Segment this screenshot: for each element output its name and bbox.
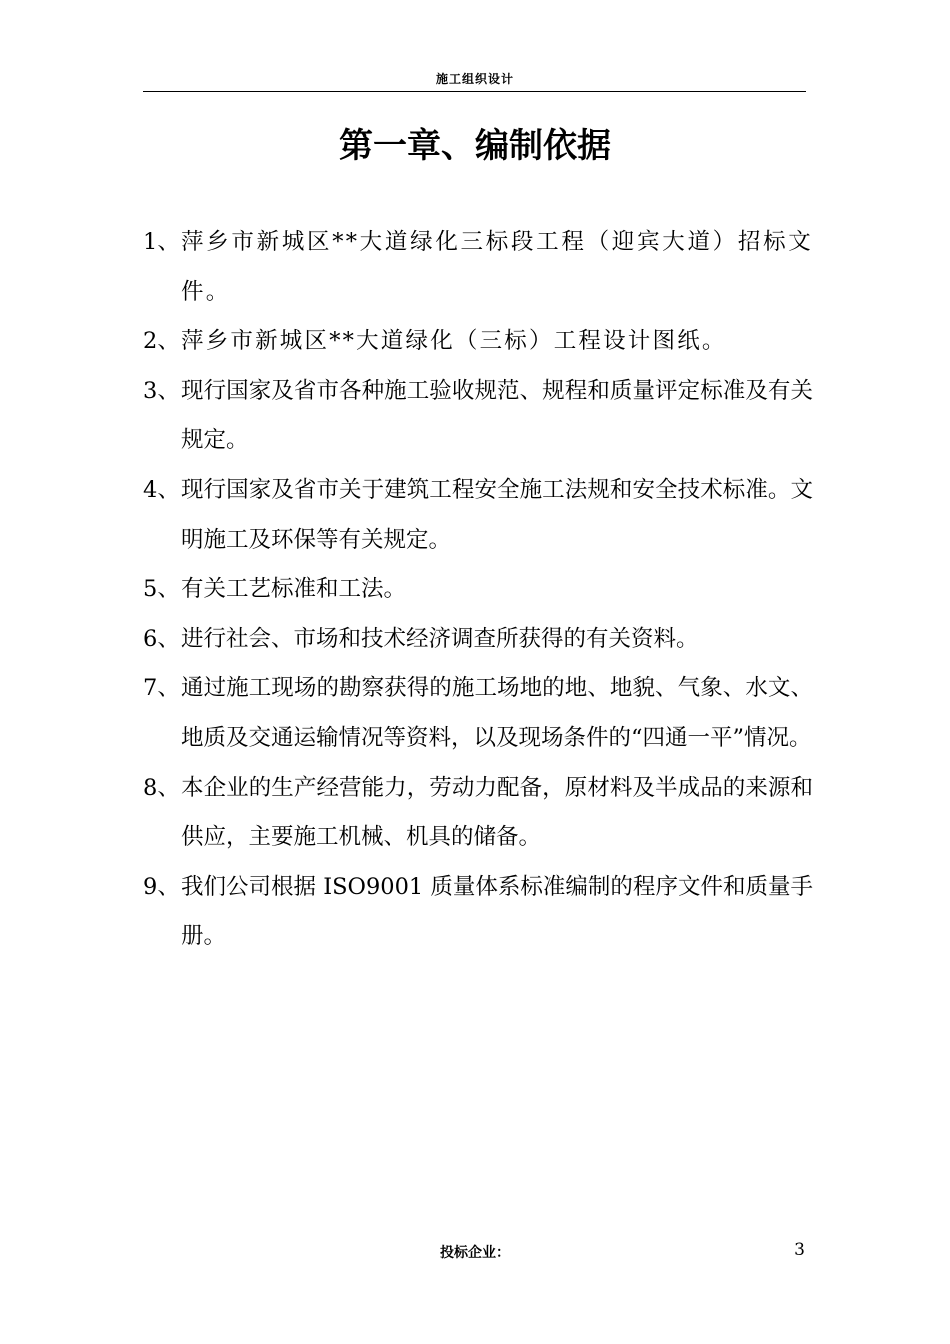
list-item	[143, 565, 813, 615]
item-number: 9、	[143, 873, 180, 900]
header-divider	[143, 91, 806, 92]
item-number: 5、	[143, 576, 180, 603]
item-number: 7、	[143, 675, 180, 702]
list-item	[143, 863, 813, 962]
list-item	[143, 664, 813, 763]
item-number: 1、	[143, 229, 180, 255]
item-number: 8、	[143, 774, 180, 801]
item-text: 现行国家及省市关于建筑工程安全施工法规和安全技术标准。文明施工及环保等有关规定。	[181, 476, 813, 553]
item-text: 我们公司根据 ISO9001 质量体系标准编制的程序文件和质量手册。	[181, 873, 813, 950]
running-header: 施工组织设计	[435, 72, 514, 86]
item-number: 3、	[143, 377, 180, 404]
list-item	[143, 615, 813, 665]
chapter-title: 第一章、编制依据	[339, 126, 611, 166]
item-text: 通过施工现场的勘察获得的施工场地的地、地貌、气象、水文、地质及交通运输情况等资料，以及现场条件的“四通一平”情况。	[181, 675, 813, 751]
list-item	[143, 764, 813, 863]
item-text: 进行社会、市场和技术经济调查所获得的有关资料。	[181, 625, 699, 652]
page-number: 3	[794, 1240, 805, 1260]
item-text: 萍乡市新城区**大道绿化三标段工程（迎宾大道）招标文件。	[181, 229, 813, 305]
basis-list	[143, 218, 813, 962]
list-item	[143, 367, 813, 466]
item-number: 2、	[143, 328, 180, 355]
list-item	[143, 317, 813, 367]
list-item	[143, 466, 813, 565]
item-number: 4、	[143, 476, 180, 503]
item-text: 本企业的生产经营能力，劳动力配备，原材料及半成品的来源和供应，主要施工机械、机具的储备。	[181, 774, 813, 851]
footer-bidder-label: 投标企业：	[440, 1245, 510, 1261]
item-text: 现行国家及省市各种施工验收规范、规程和质量评定标准及有关规定。	[181, 377, 813, 454]
item-number: 6、	[143, 625, 180, 652]
item-text: 萍乡市新城区**大道绿化（三标）工程设计图纸。	[181, 328, 727, 355]
list-item	[143, 218, 813, 317]
item-text: 有关工艺标准和工法。	[181, 576, 407, 603]
